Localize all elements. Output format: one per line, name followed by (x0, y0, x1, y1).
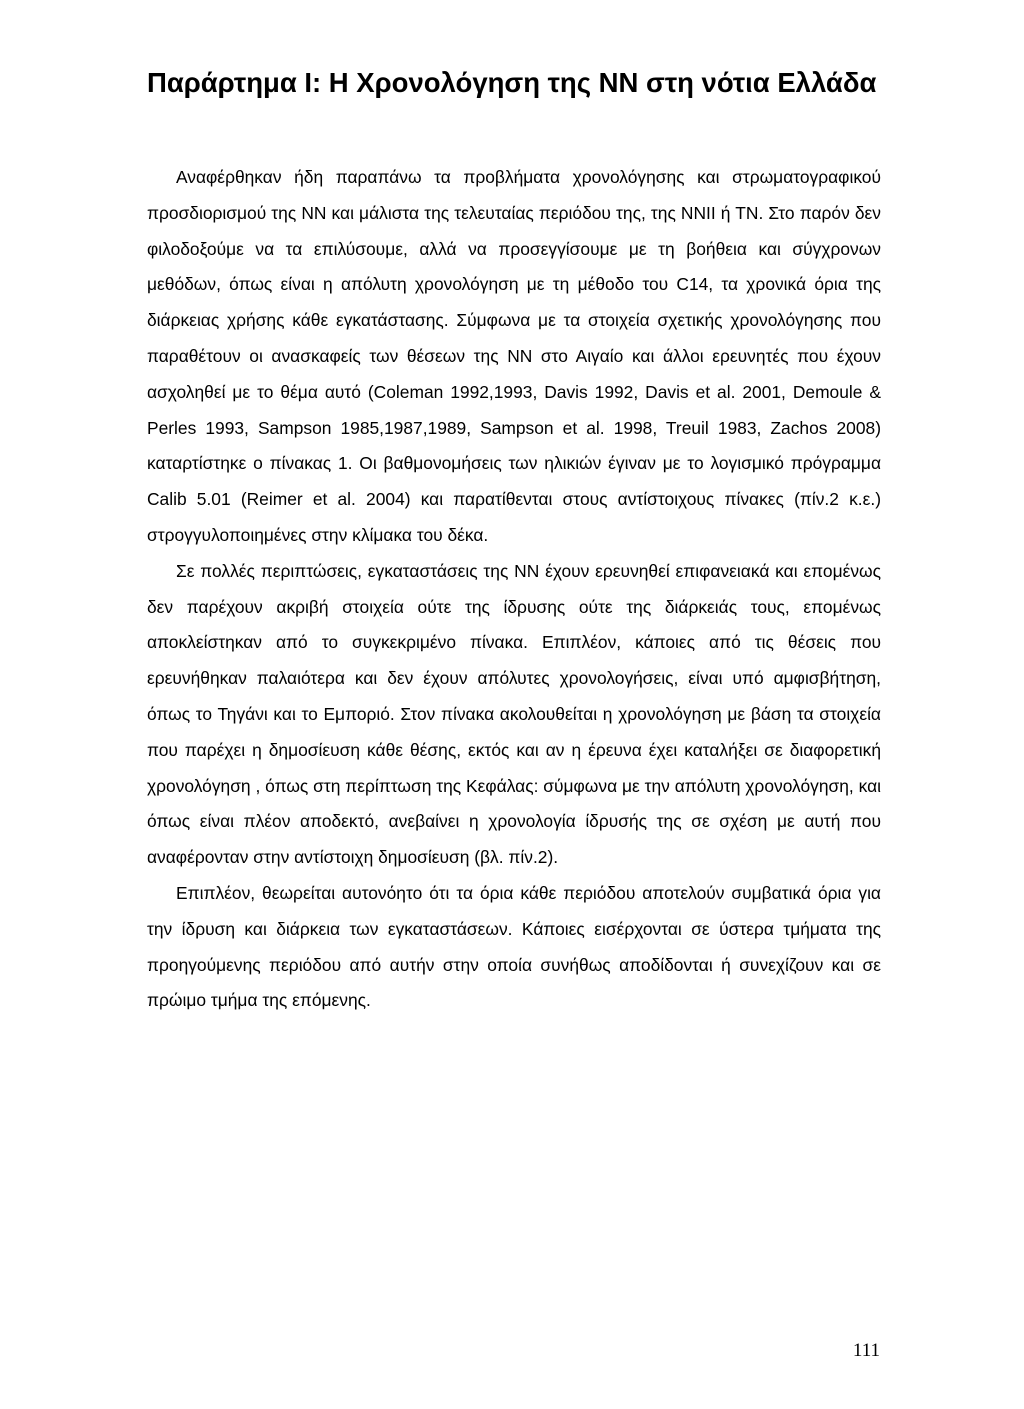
paragraph-2: Σε πολλές περιπτώσεις, εγκαταστάσεις της ΝΝ έχουν ερευνηθεί επιφανειακά και επομένως δεν παρέχουν ακριβή στοιχεία ούτε της ίδρυσης ούτε της διάρκειάς τους, επομένως αποκλείστηκαν από το συγκεκριμένο πίνακα. Επιπλέον, κάποιες από τις θέσεις που ερευνήθηκαν παλαιότερα και δεν έχουν απόλυτες χρονολογήσεις, είναι υπό αμφισβήτηση, όπως το Τηγάνι και το Εμποριό. Στον πίνακα ακολουθείται η χρονολόγηση με βάση τα στοιχεία που παρέχει η δημοσίευση κάθε θέσης, εκτός και αν η έρευνα έχει καταλήξει σε διαφορετική χρονολόγηση , όπως στη περίπτωση της Κεφάλας: σύμφωνα με την απόλυτη χρονολόγηση, και όπως είναι πλέον αποδεκτό, ανεβαίνει η χρονολογία ίδρυσής της σε σχέση με αυτή που αναφέρονταν στην αντίστοιχη δημοσίευση (βλ. πίν.2). (147, 560, 881, 868)
paragraph-3: Επιπλέον, θεωρείται αυτονόητο ότι τα όρια κάθε περιόδου αποτελούν συμβατικά όρια για την ίδρυση και διάρκεια των εγκαταστάσεων. Κάποιες εισέρχονται σε ύστερα τμήματα της προηγούμενης περιόδου από αυτήν στην οποία συνήθως αποδίδονται ή συνεχίζουν και σε πρώιμο τμήμα της επόμενης. (147, 882, 881, 1011)
appendix-heading: Παράρτημα Ι: Η Χρονολόγηση της ΝΝ στη νότια Ελλάδα (147, 67, 877, 98)
page-number: 111 (852, 1340, 880, 1361)
paragraph-1: Αναφέρθηκαν ήδη παραπάνω τα προβλήματα χρονολόγησης και στρωματογραφικού προσδιορισμού της ΝΝ και μάλιστα της τελευταίας περιόδου της, της ΝΝΙΙ ή ΤΝ. Στο παρόν δεν φιλοδοξούμε να τα επιλύσουμε, αλλά να προσεγγίσουμε με τη βοήθεια και σύγχρονων μεθόδων, όπως είναι η απόλυτη χρονολόγηση με τη μέθοδο του C14, τα χρονικά όρια της διάρκειας χρήσης κάθε εγκατάστασης. Σύμφωνα με τα στοιχεία σχετικής χρονολόγησης που παραθέτουν οι ανασκαφείς των θέσεων της ΝΝ στο Αιγαίο και άλλοι ερευνητές που έχουν ασχοληθεί με το θέμα αυτό (Coleman 1992,1993, Davis 1992, Davis et al. 2001, Demoule & Perles 1993, Sampson 1985,1987,1989, Sampson et al. 1998, Treuil 1983, Zachos 2008) καταρτίστηκε ο πίνακας 1. Οι βαθμονομήσεις των ηλικιών έγιναν με το λογισμικό πρόγραμμα Calib 5.01 (Reimer et al. 2004) και παρατίθενται στους αντίστοιχους πίνακες (πίν.2 κ.ε.) στρογγυλοποιημένες στην κλίμακα του δέκα. (147, 167, 881, 545)
body-text (147, 160, 881, 1019)
